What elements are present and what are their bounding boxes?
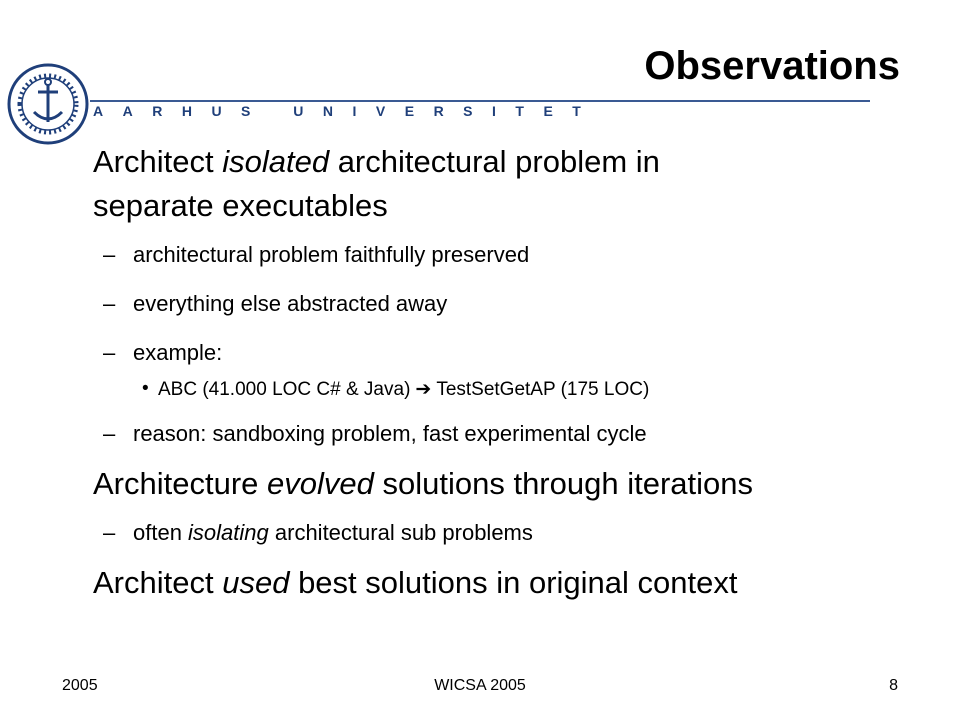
bullet-3: Architect used best solutions in original context [93,565,738,600]
footer-page-number: 8 [889,677,898,694]
arrow-right-icon: ➔ [415,379,432,400]
sub-bullet: – everything else abstracted away [103,291,448,316]
footer-year: 2005 [62,677,98,694]
sub-bullet: – often isolating architectural sub problems [103,520,533,545]
footer-conference: WICSA 2005 [434,677,526,694]
sub-bullet: – architectural problem faithfully preserved [103,242,530,267]
slide-title: Observations [644,44,900,88]
bullet-2: Architecture evolved solutions through iterations [93,466,753,501]
sub-sub-bullet: • ABC (41.000 LOC C# & Java) ➔ TestSetGetAP (175 LOC) [142,378,650,400]
sub-bullet: – reason: sandboxing problem, fast experimental cycle [103,421,647,446]
bullet-1-line-1: Architect isolated architectural problem in [93,144,660,179]
bullet-1-line-2: separate executables [93,188,388,223]
sub-bullet: – example: [103,340,223,365]
university-name: AARHUS UNIVERSITET [93,103,601,119]
